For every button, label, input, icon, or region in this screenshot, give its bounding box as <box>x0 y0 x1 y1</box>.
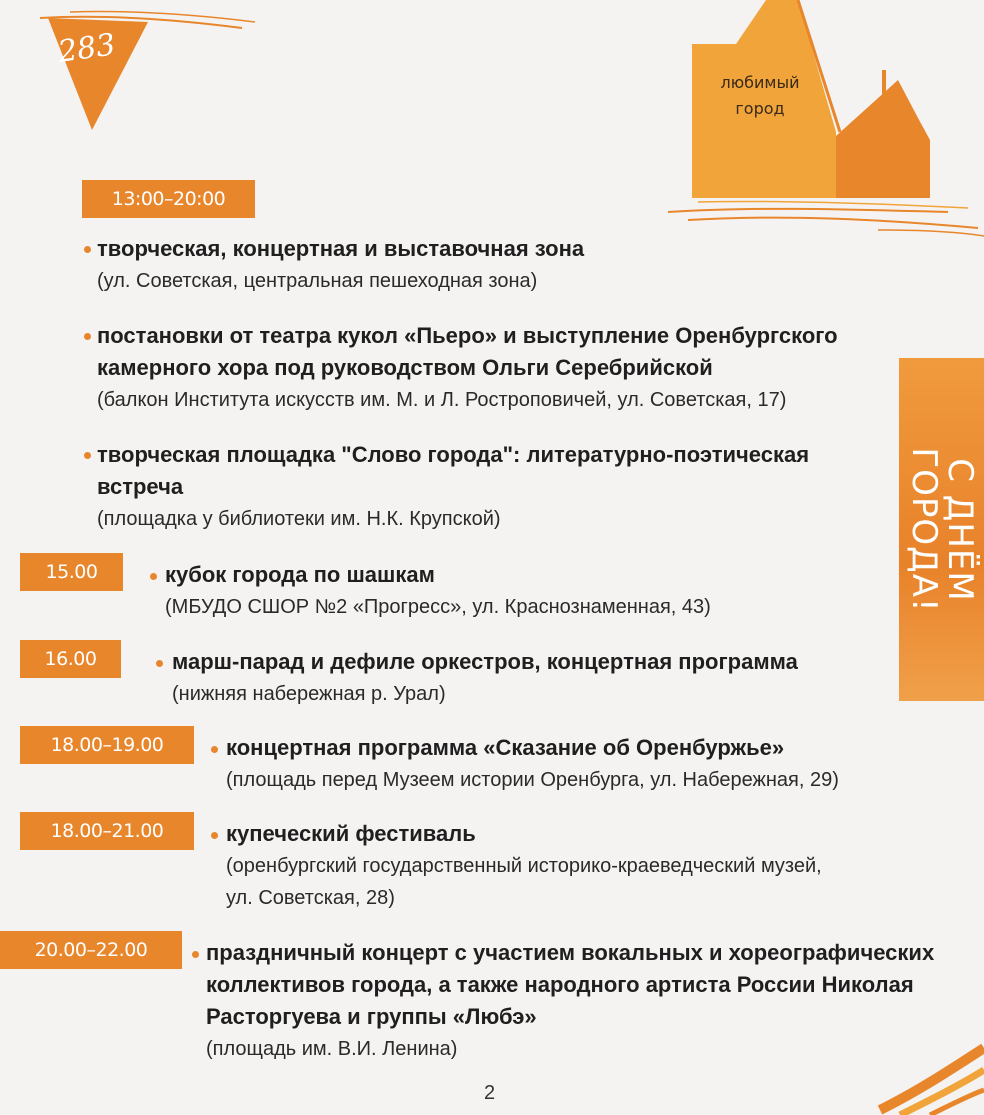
event-place: (нижняя набережная р. Урал) <box>172 683 446 705</box>
event-place: (балкон Института искусств им. М. и Л. Ростроповичей, ул. Советская, 17) <box>97 389 787 411</box>
brush-stroke-decoration <box>870 1040 984 1115</box>
house-caption-line1: любимый <box>720 73 800 92</box>
holiday-banner-text <box>903 446 980 613</box>
logo-text: 283 <box>55 27 118 70</box>
bullet-icon <box>211 832 218 839</box>
page-number: 2 <box>484 1082 496 1104</box>
event-item <box>226 732 839 796</box>
house-caption-line2: город <box>735 99 785 118</box>
event-item <box>97 233 584 297</box>
anniversary-logo <box>30 0 260 135</box>
time-badge: 13:00–20:00 <box>82 180 255 218</box>
event-item <box>206 937 934 1065</box>
event-place: (ул. Советская, центральная пешеходная зона) <box>97 270 538 292</box>
time-badge: 16.00 <box>20 640 121 678</box>
event-title: концертная программа «Сказание об Оренбуржье» <box>226 735 785 760</box>
bullet-icon <box>150 573 157 580</box>
event-item <box>165 559 711 623</box>
event-title-line1: творческая площадка "Слово города": литературно-поэтическая <box>97 442 810 467</box>
event-item <box>97 320 838 416</box>
event-place: (площадка у библиотеки им. Н.К. Крупской) <box>97 508 501 530</box>
house-caption <box>700 70 820 122</box>
banner-line1: С ДНЁМ <box>939 457 980 602</box>
time-badge: 20.00–22.00 <box>0 931 182 969</box>
event-place: (площадь перед Музеем истории Оренбурга, ул. Набережная, 29) <box>226 769 839 791</box>
event-title-line3: Расторгуева и группы «Любэ» <box>206 1004 537 1029</box>
event-title: творческая, концертная и выставочная зона <box>97 236 585 261</box>
event-title: купеческий фестиваль <box>226 821 476 846</box>
bullet-icon <box>156 660 163 667</box>
event-item <box>97 439 809 535</box>
bullet-icon <box>84 246 91 253</box>
banner-line2: ГОРОДА! <box>903 446 944 613</box>
bullet-icon <box>211 746 218 753</box>
time-badge: 15.00 <box>20 553 123 591</box>
event-item <box>172 646 798 710</box>
bullet-icon <box>84 333 91 340</box>
time-badge: 18.00–21.00 <box>20 812 194 850</box>
time-badge: 18.00–19.00 <box>20 726 194 764</box>
event-title-line1: праздничный концерт с участием вокальных и хореографических <box>206 940 935 965</box>
event-title-line2: коллективов города, а также народного артиста России Николая <box>206 972 914 997</box>
event-place: (площадь им. В.И. Ленина) <box>206 1038 458 1060</box>
event-title: кубок города по шашкам <box>165 562 435 587</box>
event-place-line1: (оренбургский государственный историко-краеведческий музей, <box>226 855 822 877</box>
holiday-banner <box>899 358 984 701</box>
event-title: марш-парад и дефиле оркестров, концертная программа <box>172 649 798 674</box>
bullet-icon <box>192 951 199 958</box>
event-title-line1: постановки от театра кукол «Пьеро» и выступление Оренбургского <box>97 323 838 348</box>
event-title-line2: камерного хора под руководством Ольги Серебрийской <box>97 355 713 380</box>
event-place-line2: ул. Советская, 28) <box>226 887 395 909</box>
event-item <box>226 818 822 914</box>
bullet-icon <box>84 452 91 459</box>
event-place: (МБУДО СШОР №2 «Прогресс», ул. Краснознаменная, 43) <box>165 596 711 618</box>
event-title-line2: встреча <box>97 474 184 499</box>
